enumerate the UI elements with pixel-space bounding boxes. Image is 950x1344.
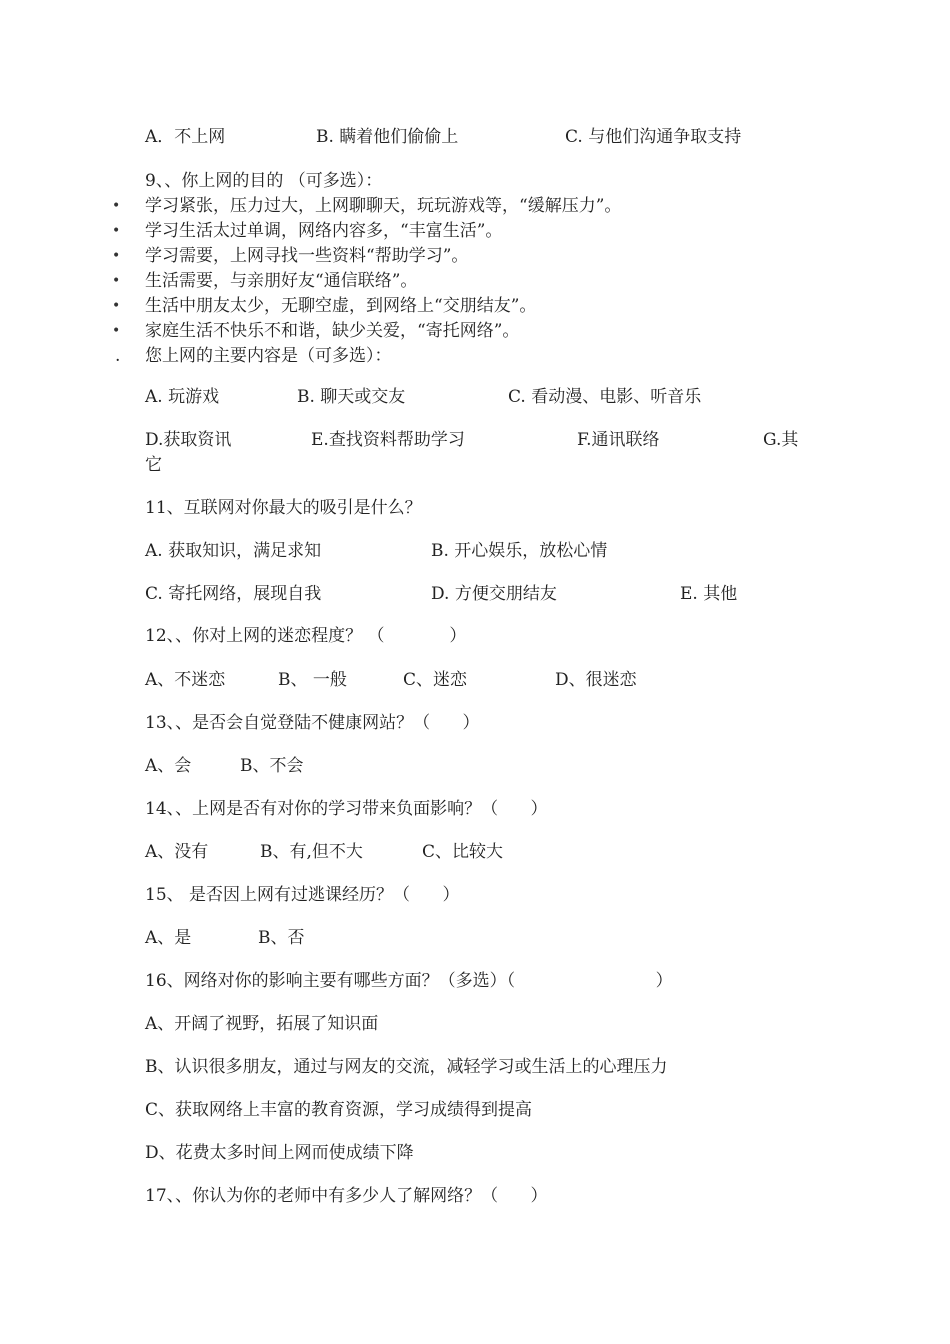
- q10-option-d: D.获取资讯: [145, 430, 232, 450]
- q14-option-c: C、比较大: [422, 842, 504, 862]
- q9-item-1: 学习紧张，压力过大，上网聊聊天，玩玩游戏等，“缓解压力”。: [145, 196, 622, 216]
- q9-item-5: 生活中朋友太少，无聊空虚，到网络上“交朋结友”。: [145, 296, 537, 316]
- q10-option-b: B. 聊天或交友: [297, 387, 406, 407]
- q15-option-b: B、否: [258, 928, 305, 948]
- q10-option-g-wrap: 它: [145, 455, 162, 475]
- q10-option-g: G.其: [763, 430, 799, 450]
- q12-option-d: D、很迷恋: [555, 670, 637, 690]
- q16-option-a: A、开阔了视野，拓展了知识面: [145, 1014, 379, 1034]
- q10-marker: .: [115, 346, 121, 366]
- q10-title: 您上网的主要内容是（可多选）：: [145, 346, 392, 366]
- q9-title: 9、、你上网的目的 （可多选）：: [145, 171, 383, 191]
- q11-option-c: C. 寄托网络，展现自我: [145, 584, 322, 604]
- q13-title: 13、、是否会自觉登陆不健康网站？（ ）: [145, 713, 480, 733]
- q12-option-b: B、 一般: [278, 670, 347, 690]
- q11-title: 11、互联网对你最大的吸引是什么？: [145, 498, 422, 518]
- q9-item-2: 学习生活太过单调，网络内容多，“丰富生活”。: [145, 221, 503, 241]
- q16-title: 16、网络对你的影响主要有哪些方面？（多选）（ ）: [145, 971, 673, 991]
- bullet-icon: •: [112, 323, 121, 339]
- q16-option-d: D、花费太多时间上网而使成绩下降: [145, 1143, 414, 1163]
- q13-option-a: A、会: [145, 756, 192, 776]
- q8-option-c: C. 与他们沟通争取支持: [565, 127, 742, 147]
- q10-option-c: C. 看动漫、电影、听音乐: [508, 387, 702, 407]
- q13-option-b: B、不会: [240, 756, 304, 776]
- q14-option-a: A、没有: [145, 842, 209, 862]
- q10-option-e: E.查找资料帮助学习: [311, 430, 465, 450]
- bullet-icon: •: [112, 198, 121, 214]
- q10-option-f: F.通讯联络: [577, 430, 660, 450]
- q11-option-d: D. 方便交朋结友: [431, 584, 557, 604]
- q12-option-c: C、迷恋: [403, 670, 468, 690]
- q8-option-a: A．不上网: [145, 127, 226, 147]
- q17-title: 17、、你认为你的老师中有多少人了解网络？（ ）: [145, 1186, 548, 1206]
- q16-option-b: B、认识很多朋友，通过与网友的交流，减轻学习或生活上的心理压力: [145, 1057, 668, 1077]
- q11-option-e: E. 其他: [680, 584, 738, 604]
- q12-option-a: A、不迷恋: [145, 670, 226, 690]
- q15-title: 15、 是否因上网有过逃课经历？（ ）: [145, 885, 460, 905]
- q9-item-6: 家庭生活不快乐不和谐，缺少关爱，“寄托网络”。: [145, 321, 520, 341]
- bullet-icon: •: [112, 273, 121, 289]
- q8-option-b: B. 瞒着他们偷偷上: [316, 127, 459, 147]
- bullet-icon: •: [112, 223, 121, 239]
- q11-option-a: A. 获取知识，满足求知: [145, 541, 322, 561]
- q12-title: 12、、你对上网的迷恋程度？ （ ）: [145, 626, 467, 646]
- q9-item-4: 生活需要，与亲朋好友“通信联络”。: [145, 271, 418, 291]
- q14-title: 14、、上网是否有对你的学习带来负面影响？（ ）: [145, 799, 548, 819]
- q15-option-a: A、是: [145, 928, 192, 948]
- q14-option-b: B、有,但不大: [260, 842, 363, 862]
- q11-option-b: B. 开心娱乐，放松心情: [431, 541, 608, 561]
- q10-option-a: A. 玩游戏: [145, 387, 220, 407]
- q16-option-c: C、获取网络上丰富的教育资源，学习成绩得到提高: [145, 1100, 533, 1120]
- q9-item-3: 学习需要，上网寻找一些资料“帮助学习”。: [145, 246, 469, 266]
- bullet-icon: •: [112, 248, 121, 264]
- bullet-icon: •: [112, 298, 121, 314]
